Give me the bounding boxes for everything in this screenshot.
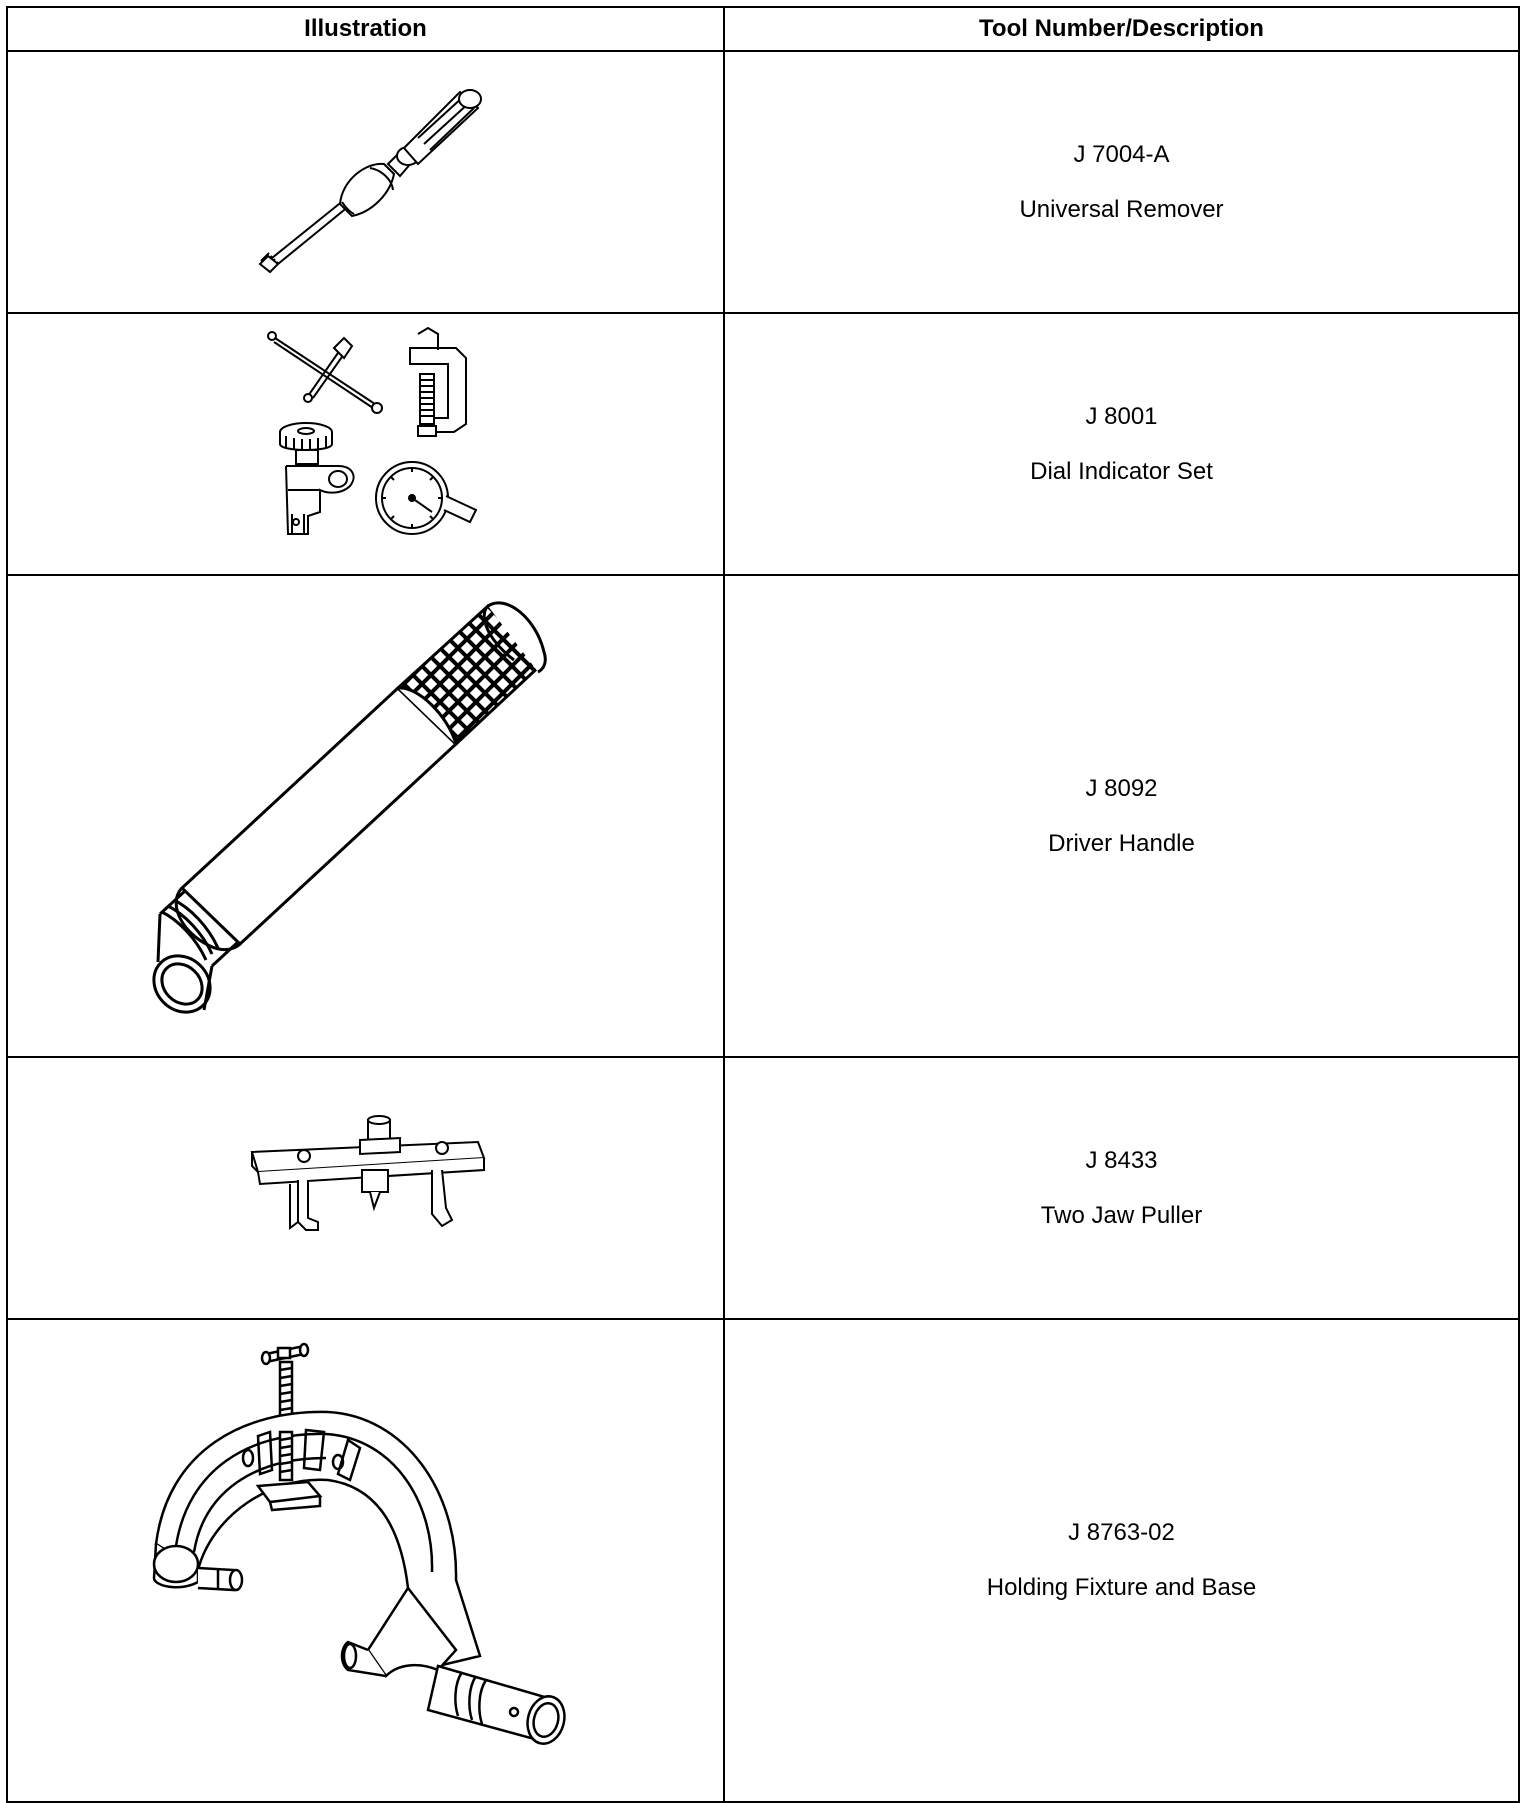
tool-column-header: Tool Number/Description: [724, 7, 1519, 51]
illustration-cell: [7, 313, 724, 575]
tool-description-cell: [724, 575, 1519, 1057]
tool-description-cell: [724, 1319, 1519, 1802]
tool-description: Dial Indicator Set: [1030, 457, 1213, 485]
tool-number: J 8092: [1085, 774, 1158, 802]
table-row: [7, 1319, 1519, 1802]
illustration-cell: [7, 1319, 724, 1802]
table-row: [7, 51, 1519, 313]
table-header-row: [7, 7, 1519, 51]
driver-handle-illustration: [8, 576, 723, 1058]
tool-description-cell: [724, 1057, 1519, 1319]
table-row: [7, 1057, 1519, 1319]
table-row: [7, 313, 1519, 575]
tool-number: J 8763-02: [1068, 1519, 1175, 1546]
illustration-cell: [7, 51, 724, 313]
two-jaw-puller-illustration: [8, 1058, 723, 1320]
tool-number: J 8001: [1085, 402, 1158, 430]
illustration-cell: [7, 575, 724, 1057]
tool-description: Holding Fixture and Base: [986, 1574, 1257, 1601]
tool-description: Two Jaw Puller: [1040, 1201, 1203, 1229]
universal-remover-illustration: [8, 52, 723, 314]
tool-description-cell: [724, 51, 1519, 313]
table-row: [7, 575, 1519, 1057]
dial-indicator-set-illustration: [8, 314, 723, 576]
illustration-column-header: Illustration: [7, 7, 724, 51]
tool-number: J 7004-A: [1073, 140, 1170, 168]
tool-description-cell: [724, 313, 1519, 575]
tool-description: Driver Handle: [1048, 829, 1195, 857]
tool-description: Universal Remover: [1019, 195, 1224, 223]
holding-fixture-illustration: [8, 1320, 723, 1803]
tool-number: J 8433: [1085, 1146, 1158, 1174]
illustration-cell: [7, 1057, 724, 1319]
special-tools-table: [6, 6, 1520, 1803]
